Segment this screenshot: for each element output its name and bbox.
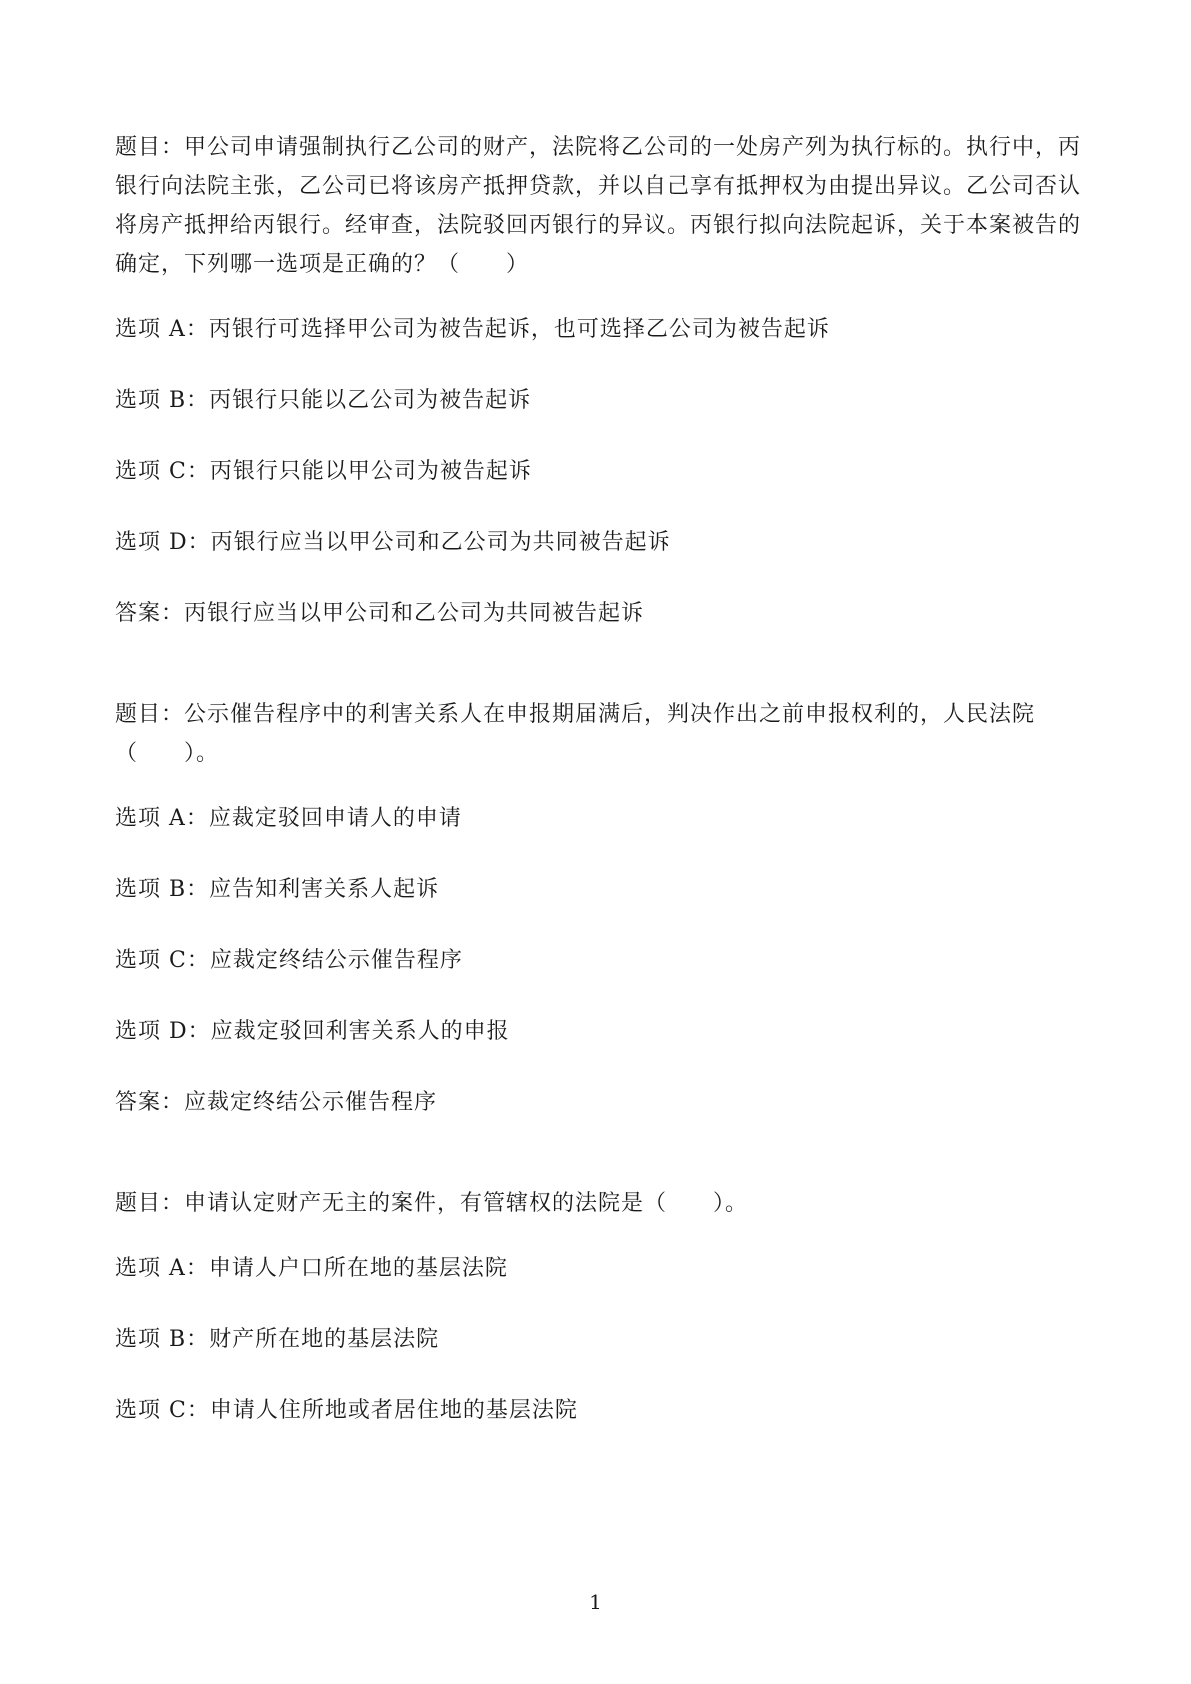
- question-list: [115, 128, 1085, 1462]
- option-b: 选项 B：应告知利害关系人起诉: [115, 877, 440, 902]
- option-a: 选项 A：申请人户口所在地的基层法院: [115, 1256, 508, 1281]
- page-number: 1: [589, 1590, 602, 1614]
- option-c: 选项 C：应裁定终结公示催告程序: [115, 948, 463, 973]
- option-d: 选项 D：丙银行应当以甲公司和乙公司为共同被告起诉: [115, 530, 671, 555]
- question-text: 题目：甲公司申请强制执行乙公司的财产，法院将乙公司的一处房产列为执行标的。执行中，丙银行向法院主张，乙公司已将该房产抵押贷款，并以自己享有抵押权为由提出异议。乙公司否认将房产抵押给丙银行。经审查，法院驳回丙银行的异议。丙银行拟向法院起诉，关于本案被告的确定，下列哪一选项是正确的？（ ）: [115, 135, 1082, 277]
- question-block-1: [115, 128, 1085, 633]
- option-a: 选项 A：应裁定驳回申请人的申请: [115, 806, 462, 831]
- answer-text: 答案：丙银行应当以甲公司和乙公司为共同被告起诉: [115, 601, 645, 626]
- option-b: 选项 B：丙银行只能以乙公司为被告起诉: [115, 388, 532, 413]
- answer-text: 答案：应裁定终结公示催告程序: [115, 1090, 438, 1115]
- option-a: 选项 A：丙银行可选择甲公司为被告起诉，也可选择乙公司为被告起诉: [115, 317, 830, 342]
- option-c: 选项 C：申请人住所地或者居住地的基层法院: [115, 1398, 578, 1423]
- option-b: 选项 B：财产所在地的基层法院: [115, 1327, 440, 1352]
- question-text: 题目：申请认定财产无主的案件，有管辖权的法院是（ ）。: [115, 1191, 749, 1216]
- question-block-2: [115, 695, 1085, 1122]
- option-c: 选项 C：丙银行只能以甲公司为被告起诉: [115, 459, 532, 484]
- option-d: 选项 D：应裁定驳回利害关系人的申报: [115, 1019, 510, 1044]
- question-block-3: [115, 1184, 1085, 1430]
- question-text: 题目：公示催告程序中的利害关系人在申报期届满后，判决作出之前申报权利的，人民法院（ ）。: [115, 702, 1036, 766]
